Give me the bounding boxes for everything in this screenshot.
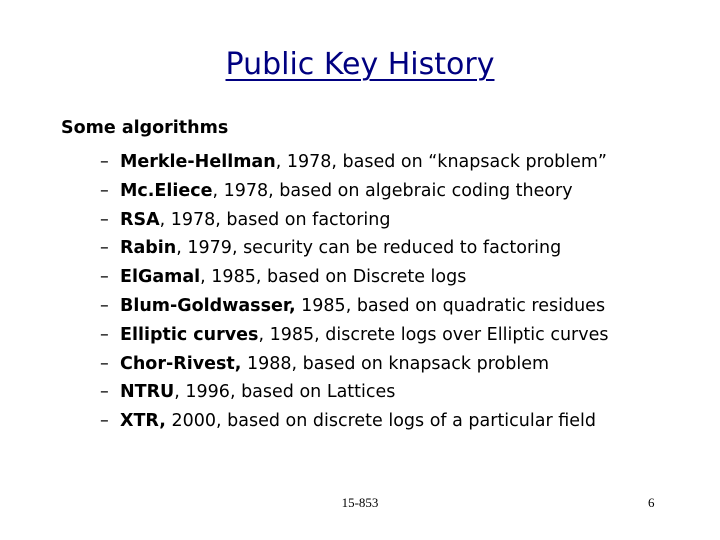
algorithm-description: , 1978, based on “knapsack problem”: [275, 152, 607, 172]
algorithm-description: , 1996, based on Lattices: [174, 382, 396, 403]
algorithm-name: Blum-Goldwasser,: [120, 295, 296, 316]
algorithm-description: 2000, based on discrete logs of a particular field: [165, 411, 596, 432]
algorithm-name: Rabin: [120, 238, 177, 259]
list-item: [100, 407, 609, 436]
algorithm-name: XTR,: [120, 411, 166, 432]
list-item: [100, 321, 609, 350]
list-item: [100, 263, 609, 292]
intro-text: Some algorithms: [61, 118, 229, 138]
footer-course-number: 15-853: [341, 495, 379, 510]
algorithm-description: , 1978, based on factoring: [159, 209, 391, 230]
list-item: [100, 350, 609, 379]
bullet-dash: –: [100, 209, 109, 230]
bullet-dash: –: [100, 152, 109, 172]
bullet-dash: –: [100, 353, 109, 374]
algorithm-description: 1985, based on quadratic residues: [295, 295, 606, 316]
list-item: [100, 148, 609, 177]
bullet-dash: –: [100, 267, 109, 288]
bullet-dash: –: [100, 295, 109, 316]
algorithm-description: , 1978, based on algebraic coding theory: [212, 180, 573, 201]
bullet-dash: –: [100, 411, 109, 432]
algorithm-name: ElGamal: [120, 267, 201, 288]
slide-title: Public Key History: [225, 47, 495, 82]
algorithm-description: , 1985, based on Discrete logs: [200, 267, 467, 288]
page-number: 6: [648, 495, 655, 510]
list-item: [100, 292, 609, 321]
list-item: [100, 177, 609, 206]
list-item: [100, 206, 609, 235]
algorithm-name: Elliptic curves: [120, 324, 259, 345]
bullet-dash: –: [100, 324, 109, 345]
list-item: [100, 234, 609, 263]
list-item: [100, 378, 609, 407]
algorithm-list: [100, 148, 609, 436]
algorithm-name: Mc.Eliece: [120, 180, 213, 201]
algorithm-name: RSA: [120, 209, 160, 230]
algorithm-description: , 1979, security can be reduced to factoring: [176, 238, 562, 259]
bullet-dash: –: [100, 180, 109, 201]
bullet-dash: –: [100, 382, 109, 403]
algorithm-name: Merkle-Hellman: [120, 152, 276, 172]
algorithm-name: Chor-Rivest,: [120, 353, 242, 374]
algorithm-description: 1988, based on knapsack problem: [241, 353, 550, 374]
bullet-dash: –: [100, 238, 109, 259]
algorithm-name: NTRU: [120, 382, 175, 403]
algorithm-description: , 1985, discrete logs over Elliptic curves: [258, 324, 609, 345]
